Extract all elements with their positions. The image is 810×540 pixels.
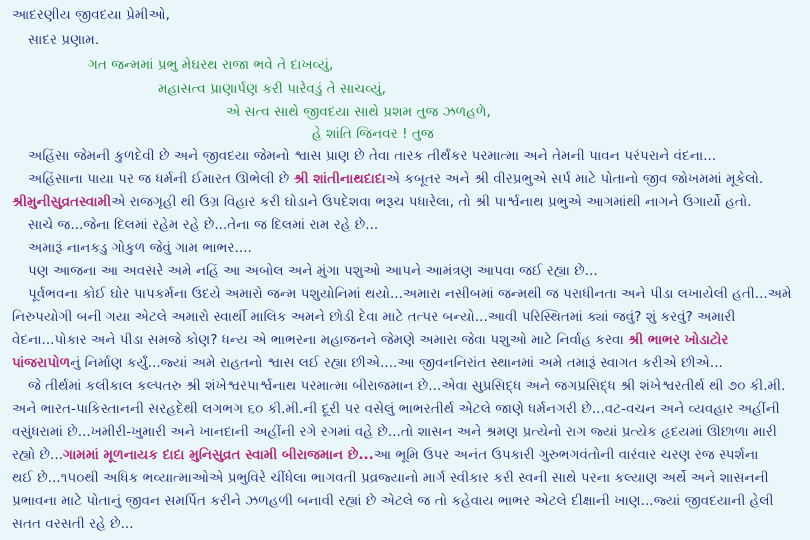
paragraph-8-line-4 xyxy=(12,445,758,465)
paragraph-7-line-3 xyxy=(12,330,728,350)
paragraph-7-line-1: પૂર્વભવના કોઈ ઘોર પાપકર્મના ઉદયે અમારો જન્મ પશુયોનિમાં થયો...અમારા નસીબમાં જન્મથી જ પરાધીનતા અને પીડા લખાયેલી હતી...અમે xyxy=(28,286,792,302)
salutation: આદરણીય જીવદયા પ્રેમીઓ, xyxy=(12,7,171,23)
paragraph-8-line-2: અને ભારત-પાકિસ્તાનની સરહદેથી લગભગ ૬૦ કી.મી.ની દૂરી પર વસેલું ભાભરતીર્થ એટલે જાણે ધર્મનગરી છે...વટ-વચન અને વ્યવહાર અહીંની xyxy=(12,401,780,417)
highlight-shantinath: શ્રી શાંતીનાથદાદા xyxy=(293,171,386,187)
highlight-bhabhar-khodator: શ્રી ભાભર ખોડાટોર xyxy=(628,332,729,348)
paragraph-8-line-3: વસુંધરામાં છે...ખમીરી-ખુમારી અને ખાનદાની અહીંની રગે રગમાં વહે છે...તો શાસન અને શ્રમણ પ્રત્યેનો રાગ જ્યાં પ્રત્યેક હૃદયમાં ઊછાળા મારી xyxy=(12,424,777,440)
paragraph-5: અમારૂં નાનકડુ ગોકુળ જેવું ગામ ભાભર.... xyxy=(28,240,252,256)
paragraph-8-line-6: પ્રભાવના માટે પોતાનું જીવન સમર્પિત કરીને ઝળહળી બનાવી રહ્યાં છે એટલે જ તો કહેવાય ભાભર એટલે દીક્ષાની ખાણ...જ્યાં જીવદયાની હેલી xyxy=(12,493,774,509)
paragraph-8-line-4-text-b: આ ભૂમિ ઉપર અનંત ઉપકારી ગુરુભગવંતોની વારંવાર ચરણ રજ સ્પર્શના xyxy=(373,447,759,463)
paragraph-8-line-7: સતત વરસતી રહે છે... xyxy=(12,516,134,532)
poem-line-3: એ સત્વ સાથે જીવદયા સાથે પ્રશમ તુજ ઝળહળે, xyxy=(226,104,491,120)
paragraph-7-line-4-text: નું નિર્માણ કર્યું...જ્યાં અમે રાહતનો શ્વાસ લઈ રહ્યા છીએ....આ જીવનનિરાંત સ્થાનમાં અમે તમારૂં સ્વાગત કરીએ છીએ... xyxy=(70,355,723,371)
paragraph-2-text-b: એ કબૂતર અને શ્રી વીરપ્રભુએ સર્પ માટે પોતાનો જીવ જોખમમાં મૂકેલો. xyxy=(385,171,764,187)
paragraph-3 xyxy=(12,192,752,212)
paragraph-4: સાચે જ...જેના દિલમાં રહેમ રહે છે...તેના જ દિલમાં રામ રહે છે... xyxy=(28,217,379,233)
paragraph-7-line-2: નિરુપયોગી બની ગયા એટલે અમારો સ્વાર્થી માલિક અમને છોડી દેવા માટે તત્પર બન્યો...આવી પરિસ્થિતમાં ક્યાં જવું? શું કરવું? અમારી xyxy=(12,309,736,325)
poem-line-4: હે શાંતિ જિનવર ! તુજ xyxy=(312,126,434,142)
paragraph-8-line-5: થઈ છે...૧૫૦થી અધિક ભવ્યાત્માઓએ પ્રભુવિરે ચીંધેલા ભાગવતી પ્રવ્રજ્યાનો માર્ગ સ્વીકાર કરી સ્વની સાથે પરના કલ્યાણ અર્થે અને શાસનની xyxy=(12,470,769,486)
paragraph-7-line-4 xyxy=(12,353,723,373)
paragraph-7-line-3-text: વેદના...પોકાર અને પીડા સમજે કોણ? ધન્ય એ ભાભરના મહાજનને જેમણે અમારા જેવા પશુઓ માટે નિર્વાહ કરવા xyxy=(12,332,629,348)
highlight-panjrapol: પાંજરાપોળ xyxy=(12,355,71,371)
paragraph-8-line-1: જે તીર્થમાં કલીકાલ કલ્પતરુ શ્રી શંખેશ્વરપાર્શ્વનાથ પરમાત્મા બીરાજમાન છે...એવા સુપ્રસિદ્ધ અને જગપ્રસિદ્ધ શ્રી શંખેશ્વરતીર્થ થી ૭૦ કી.મી. xyxy=(28,378,786,394)
highlight-mulnayak: ગામમાં મૂળનાયક દાદા મુનિસુવ્રત સ્વામી બીરાજમાન છે... xyxy=(63,447,374,463)
poem-line-2: મહાસત્વ પ્રાણાર્પણ કરી પારેવડું તે સાચવ્યું, xyxy=(158,81,386,97)
paragraph-3-text: એ રાજગૃહી થી ઉગ્ર વિહાર કરી ઘોડાને ઉપદેશવા ભરૂચ પધારેલા, તો શ્રી પાર્શ્વનાથ પ્રભુએ આગમાંથી નાગને ઉગાર્યો હતો. xyxy=(111,194,752,210)
greeting: સાદર પ્રણામ. xyxy=(28,32,100,48)
paragraph-2-text-a: અહિંસાના પાયા પર જ ધર્મની ઈમારત ઊભેલી છે xyxy=(28,171,294,187)
highlight-munisuvrat: શ્રીમુનીસુવ્રતસ્વામી xyxy=(12,194,112,210)
paragraph-1: અહિંસા જેમની કુળદેવી છે અને જીવદયા જેમનો શ્વાસ પ્રાણ છે તેવા તારક તીર્થંકર પરમાત્મા અને તેમની પાવન પરંપરાને વંદના... xyxy=(28,148,717,164)
poem-line-1: ગત જન્મમાં પ્રભુ મેઘરથ રાજા ભવે તે દાખવ્યું, xyxy=(88,57,334,73)
paragraph-8-line-4-text-a: રહ્યો છે... xyxy=(12,447,64,463)
paragraph-6: પણ આજના આ અવસરે અમે નહિં આ અબોલ અને મુંગા પશુઓ આપને આમંત્રણ આપવા જઈ રહ્યા છે... xyxy=(28,263,598,279)
paragraph-2 xyxy=(28,169,763,189)
